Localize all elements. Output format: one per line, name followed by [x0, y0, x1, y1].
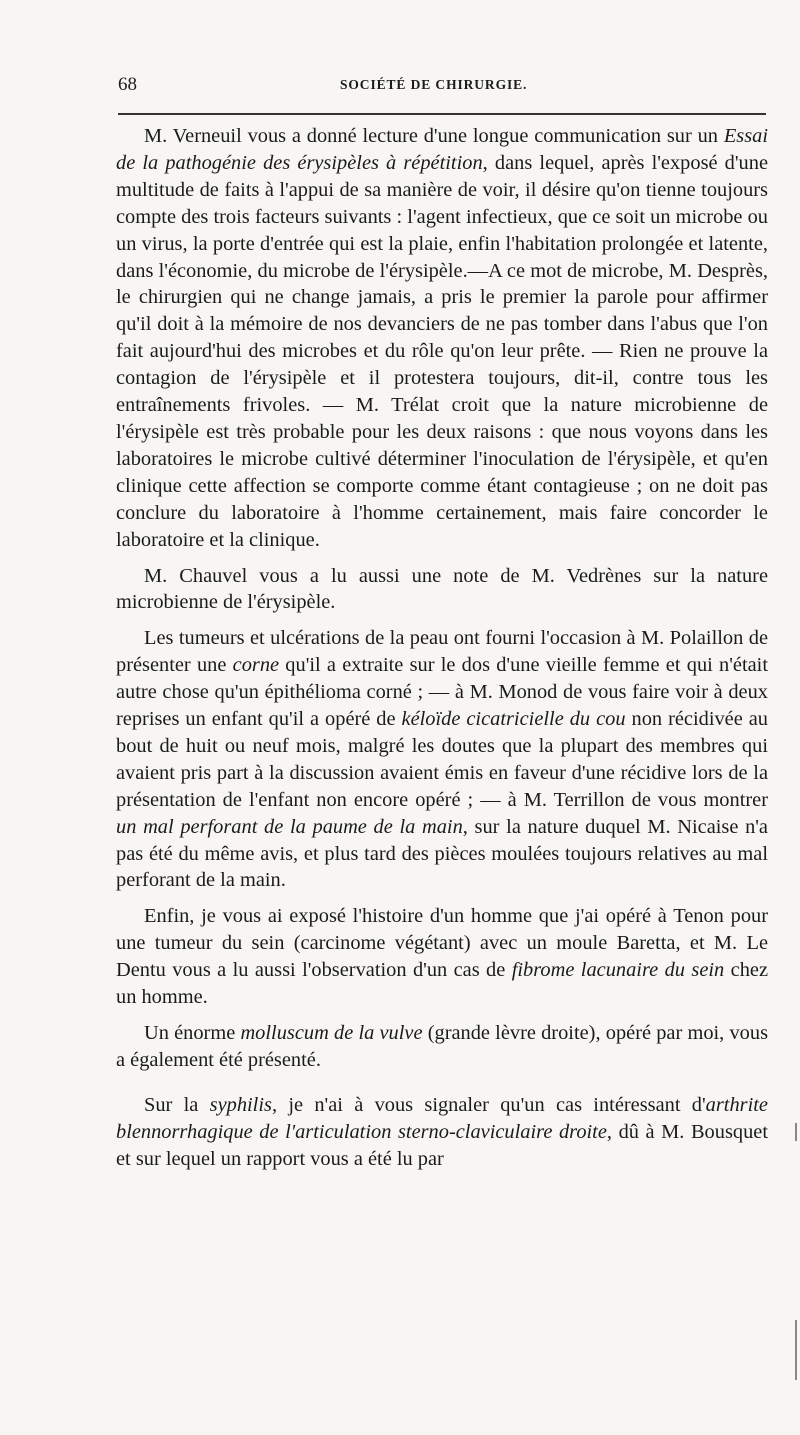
text-run: , dû à M. Bousquet et sur lequel un rapport vous a été lu par: [116, 1120, 768, 1170]
page-number: 68: [118, 74, 137, 95]
text-run: , dans lequel, après l'exposé d'une multitude de faits à l'appui de sa manière de voir, il désire qu'on tienne toujours compte des trois facteurs suivants : l'agent infectieux, que ce soit un microbe ou un virus, la porte d'entrée qui est la plaie, enfin l'habitation prolongée et latente, dans l'économie, du microbe de l'érysipèle.—A ce mot de microbe, M. Desprès, le chirurgien qui ne change jamais, a pris le premier la parole pour affirmer qu'il doit à la mémoire de nos devanciers de ne pas tomber dans l'abus que l'on fait aujourd'hui des microbes et du rôle qu'on leur prête. — Rien ne prouve la contagion de l'érysipèle et il protestera toujours, dit-il, contre tous les entraînements frivoles. — M. Trélat croit que la nature microbienne de l'érysipèle est très probable pour les deux raisons : que nous voyons dans les laboratoires le microbe cultivé déterminer l'inoculation de l'érysipèle, et qu'en clinique cette affection se comporte comme étant contagieuse ; on ne doit pas conclure du laboratoire à l'homme certainement, mais faire concorder le laboratoire et la clinique.: [116, 151, 768, 551]
page-edge-mark: [795, 1320, 797, 1380]
text-run: Les tumeurs et ulcérations de la peau ont fourni l'occasion à M. Polaillon de présenter une: [116, 627, 768, 677]
text-run: Sur la: [144, 1093, 210, 1116]
paragraph: [116, 123, 768, 554]
page-edge-mark: [795, 1123, 797, 1141]
text-run: qu'il a extraite sur le dos d'une vieille femme et qui n'était autre chose qu'un épithélioma corné ; — à M. Monod de vous faire voir à deux reprises un enfant qu'il a opéré de: [116, 654, 769, 731]
italic-text: arthrite blennorrhagique de l'articulation sterno-claviculaire droite: [116, 1093, 768, 1143]
paragraph: [116, 1092, 768, 1173]
paragraph: [116, 903, 768, 1011]
italic-text: corne: [232, 654, 280, 677]
paragraph: [116, 1020, 768, 1074]
page-body: [116, 123, 768, 1182]
paragraph: [116, 563, 768, 617]
text-run: Enfin, je vous ai exposé l'histoire d'un homme que j'ai opéré à Tenon pour une tumeur du sein (carcinome végétant) avec un moule Baretta, et M. Le Dentu vous a lu aussi l'observation d'un cas de: [116, 905, 768, 982]
text-run: chez un homme.: [116, 959, 769, 1009]
text-run: M. Chauvel vous a lu aussi une note de M. Vedrènes sur la nature microbienne de l'érysipèle.: [116, 564, 768, 614]
text-run: (grande lèvre droite), opéré par moi, vous a également été présenté.: [116, 1022, 768, 1071]
running-head: SOCIÉTÉ DE CHIRURGIE.: [340, 77, 528, 92]
italic-text: fibrome lacunaire du sein: [511, 959, 725, 982]
page-header: [118, 74, 768, 102]
text-run: , je n'ai à vous signaler qu'un cas intéressant d': [271, 1093, 706, 1116]
text-run: Un énorme: [144, 1022, 241, 1044]
header-rule: [118, 113, 766, 115]
text-run: non récidivée au bout de huit ou neuf mois, malgré les doutes que la plupart des membres qui avaient pris part à la discussion avaient émis en faveur d'une récidive lors de la présentation de l'enfant non encore opéré ; — à M. Terrillon de vous montrer: [116, 708, 768, 811]
italic-text: syphilis: [209, 1093, 272, 1116]
italic-text: Essai de la pathogénie des érysipèles à répétition: [116, 125, 768, 174]
italic-text: molluscum de la vulve: [240, 1022, 423, 1044]
italic-text: kéloïde cicatricielle du cou: [401, 708, 626, 731]
italic-text: un mal perforant de la paume de la main: [116, 815, 463, 838]
text-run: M. Verneuil vous a donné lecture d'une longue communication sur un: [144, 125, 724, 147]
text-run: , sur la nature duquel M. Nicaise n'a pas été du même avis, et plus tard des pièces moulées toujours relatives au mal perforant de la main.: [116, 815, 768, 892]
paragraph: [116, 625, 768, 894]
